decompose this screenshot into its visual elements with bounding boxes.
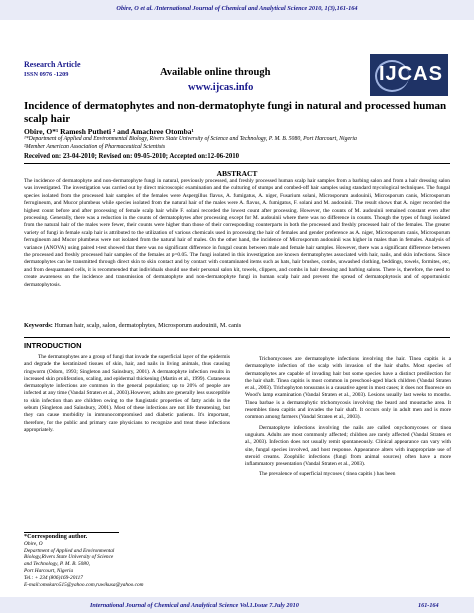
article-title: Incidence of dermatophytes and non-dermatophyte fungi in natural and processed human scalp hair: [24, 100, 447, 125]
author-list: Obire, O*¹ Ramesh Putheti ² and Amachree Otomba¹: [24, 127, 194, 136]
correspondence-line: Obire, O: [24, 540, 43, 547]
ijcas-logo: [370, 54, 448, 96]
article-type: Research Article: [24, 60, 81, 69]
dates-line: Received on: 23-04-2010; Revised on: 09-05-2010; Accepted on:12-06-2010: [24, 153, 240, 160]
correspondence-line: Biology,Rivers State University of Science: [24, 554, 114, 561]
keywords: [24, 322, 450, 330]
journal-url[interactable]: www.ijcas.info: [188, 82, 254, 93]
keywords-text: Human hair, scalp, salon, dermatophytes, Microsporum audouinii, M. canis: [54, 322, 242, 329]
running-head: Obire, O et al. /International Journal of Chemical and Analytical Science 2010, 1(3),161-164: [116, 5, 358, 12]
left-column: [24, 354, 230, 437]
paragraph: The prevalence of superficial mycoses ( tinea capitis ) has been: [259, 471, 396, 478]
abstract-text: The incidence of dermatophyte and non-dermatophyte fungi in natural, previously processed, and freshly processed human scalp hair samples from a barbing salon and from a hair dressing salon was investigated. The investigation was carried out by direct microscopic examination and the culturing of stumps and combed-off hair samples using standard mycological techniques. The fungal species isolated from the processed hair samples of the females were Aspergillus flavus, A. fumigatus, A. niger, Fusarium solani, Microsporum audouinii, Microsporum canis, Microsporum ferrugineum, and Mucor plumbeus while species isolated from the natural hair of the males were A. flavus, A. fumigatus, F. solani and M. audouinii. The result shows that A. niger recorded the highest count before and after processing of female scalp hair while F. solani recorded the lowest count after processing. However, the counts of M. audouinii remained constant even after processing. Generally, there was a reduction in the counts of dermatophytes after processing except for M. audouinii where there was no difference in counts. Though the types of fungi isolated from the natural hair of the males were fewer, their counts were higher than those of their corresponding counterparts in both the processed and freshly processed hair of the females. The greater variety of fungi in female scalp hair is attributed to the utilization of various chemicals used in processing the hair of females and gender preference as A. niger, Microsporum canis, Microsporum ferrugineum and Mucor plumbeus were not isolated from the natural hair of males. On the other hand, the incidence of Microsporum audouinii was higher in males than in females. Analysis of variance (ANOVA) using paired t-test showed that there was no significant difference in fungal counts between male and female hair samples. However, there was a significant difference between the processed and freshly processed hair samples of the females at p=0.05. The fungi isolated in this investigation are known dermatophytes associated with hair, nails, and skin infections. Since dermatophytes can be transmitted through direct skin to skin contact and by contact with contaminated items such as hats, hair brushes, combs, unwashed clothing, beddings, towels, formites, etc, and from desquamated cells, it is recommended that individuals should use their personal salon kit, towels, clippers, and combs in hair dressing and barbing salons. There is, therefore, the need to create awareness on the incidence and transmission of dermatophyte and non-dermatophyte fungi in human scalp hair and prevent the spread of dermatophytosis and of opportunistic dermatophytosis.: [24, 178, 450, 288]
keywords-label: Keywords:: [24, 322, 53, 329]
divider: [24, 337, 450, 338]
correspondence-line: and Technology, P. M. B. 5080,: [24, 561, 90, 568]
paragraph: The dermatophytes are a group of fungi that invade the superficial layer of the epidermis and degrade the keratinized tissues of skin, hair, and nails in living animals, thus causing ringworm (Odom, 1993; Singleton and Sainsbury, 2001). A dermatophyte infection results in increased skin proliferation, scaling, and epidermal thickening (Martin et al., 1999). Cutaneous dermatophyte infections are common in the general population; up to 20% of people are infected at any time (Vandal Straten et al., 2003).However, adults are generally less susceptible to skin infection than are children owing to the fungistatic properties of fatty acids in the sebum (Singleton and Sainsbury, 2001). Most of these infections are not life threatening, but they can cause morbidity in immunocompromised and diabetic patients. It's important, therefore, for the public and primary care physicians to recognize and treat these infections appropriately.: [24, 354, 230, 433]
paragraph: Dermatophyte infections involving the nails are called onychomycoses or tinea unguium. Adults are most commonly affected; children are rarely affected (Vandal Straten et al., 2003). Infection does not usually remit spontaneously. Clinical appearance can vary with site, fungal species involved, and host response. Appearance alters with inappropriate use of steroid creams. Zoophilic infections (fungi from animal sources) often have a more inflammatory presentation (Vandal Straten et al., 2003).: [245, 424, 451, 468]
available-online-label: Available online through: [160, 67, 271, 78]
abstract-heading: ABSTRACT: [216, 169, 258, 178]
issn: ISSN 0976 -1209: [24, 71, 69, 78]
footer-pages: 161-164: [418, 602, 439, 609]
correspondence-email[interactable]: E-mail:omokaro515@yahoo.com,ruwikusa@yahoo.com: [24, 581, 144, 588]
affiliations: [24, 136, 464, 151]
corresponding-author: [24, 534, 174, 588]
paragraph: Trichomycoses are dermatophyte infections involving the hair. Tinea capitis is a dermatophyte infection of the scalp with invasion of the hair shafts. Most species of dermatophytes are capable of invading hair but some species have a distinct predilection for the hair shaft. Tinea capitis is most common in preschool-aged black children (Vandal Straten et al., 2003). Trichophyton tonsurans is a causative agent in most cases; it does not fluoresce on Wood's lamp examination (Vandal Straten et al., 2003). Lesions usually last weeks to months. Tinea barbae is a dermatophytic trichomycosis involving the beard and moustache area. It resembles tinea capitis and invades the hair shaft. It occurs only in adult men and is more common among farmers (Vandal Straten et al., 2003).: [245, 356, 451, 421]
affiliation-2: ²Member American Association of Pharmaceutical Scientists: [24, 143, 166, 150]
correspondence-line: Department of Applied and Environmental: [24, 547, 115, 554]
corresponding-author-heading: *Corresponding author.: [24, 533, 88, 540]
logo-text: IJCAS: [379, 63, 443, 85]
affiliation-1: ¹*Department of Applied and Environmental Biology, Rivers State University of Science and Technology, P. M. B. 5080, Port Harcourt, Nigeria: [24, 136, 357, 142]
correspondence-line: Tel.: + 234 (806)169-20117: [24, 574, 83, 581]
footer-journal: International Journal of Chemical and Analytical Science Vol.1.Issue 7.July 2010: [90, 602, 299, 609]
section-heading: INTRODUCTION: [24, 341, 82, 350]
divider: [24, 163, 450, 164]
right-column: [245, 356, 451, 482]
correspondence-line: Port Harcourt, Nigeria: [24, 567, 74, 574]
